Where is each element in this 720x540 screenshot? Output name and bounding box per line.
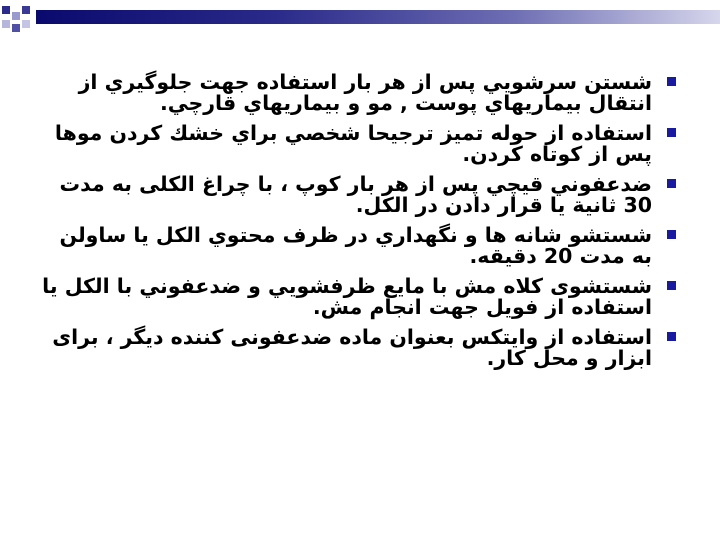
- square-bullet-icon: [667, 230, 676, 239]
- bullet-item: [40, 327, 680, 369]
- bullet-text: شستن سرشويي پس از هر بار استفاده جهت جلوگيري از انتقال بيماريهاي پوست , مو و بيماريهاي قارچي.: [78, 70, 652, 115]
- bullet-text: شستشو شانه ها و نگهداري در ظرف محتوي الكل يا ساولن به مدت 20 دقيقه.: [59, 223, 652, 268]
- bullet-item: [40, 225, 680, 267]
- slide-body: [40, 72, 680, 378]
- decor-square: [22, 6, 30, 14]
- decor-square: [12, 24, 20, 32]
- square-bullet-icon: [667, 281, 676, 290]
- square-bullet-icon: [667, 77, 676, 86]
- bullet-list: [40, 72, 680, 369]
- square-bullet-icon: [667, 179, 676, 188]
- bullet-item: [40, 174, 680, 216]
- decor-square: [2, 20, 10, 28]
- bullet-text: ضدعفوني قيچي پس از هر بار كوپ ، با چراغ الكلی به مدت 30 ثانية يا قرار دادن در الكل.: [59, 172, 652, 217]
- header-decoration: [0, 0, 720, 40]
- square-bullet-icon: [667, 332, 676, 341]
- decor-square: [12, 12, 20, 20]
- square-bullet-icon: [667, 128, 676, 137]
- bullet-item: [40, 123, 680, 165]
- bullet-item: [40, 72, 680, 114]
- decor-square: [2, 6, 10, 14]
- header-gradient-bar: [36, 10, 720, 24]
- bullet-text: استفاده از حوله تميز ترجيحا شخصي براي خشك كردن موها پس از كوتاه كردن.: [54, 121, 652, 166]
- bullet-text: استفاده از وايتكس بعنوان ماده ضدعفونی كننده ديگر ، برای ابزار و محل كار.: [52, 325, 652, 370]
- decor-square: [22, 20, 30, 28]
- bullet-item: [40, 276, 680, 318]
- bullet-text: شستشوی كلاه مش با مايع ظرفشويي و ضدعفوني با الكل يا استفاده از فويل جهت انجام مش.: [42, 274, 652, 319]
